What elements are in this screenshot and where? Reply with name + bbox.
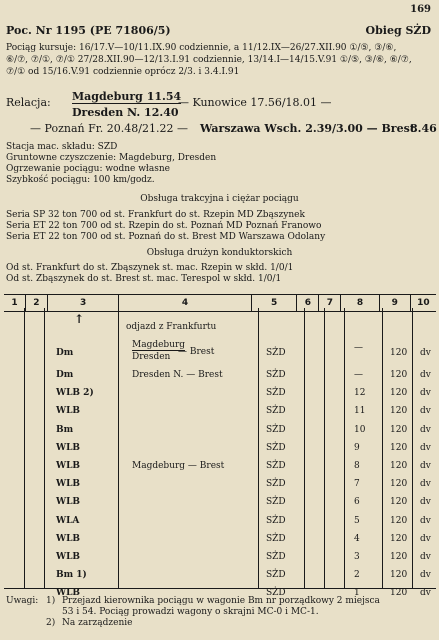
- railway-admin: SŻD: [266, 515, 286, 526]
- table-row: [4, 532, 436, 550]
- direction-arrow-icon: ↑: [74, 312, 85, 326]
- table-row: [4, 550, 436, 568]
- car-type: WLB: [56, 442, 81, 453]
- running-days-line-2: ⑥/⑦, ⑦/①, ⑦/① 27/28.XII.90—12/13.I.91 codziennie, 13/14.I—14/15.V.91 ①/⑤, ③/⑥, ⑥/⑦,: [6, 55, 412, 65]
- running-days-line-1: Pociąg kursuje: 16/17.V—10/11.IX.90 codziennie, a 11/12.IX—26/27.XII.90 ①/⑤, ③/⑥,: [6, 43, 397, 53]
- table-row: [4, 459, 436, 477]
- col-header-6: 6: [297, 295, 319, 312]
- col-header-10: 10: [410, 295, 436, 312]
- seats: 120: [390, 552, 408, 562]
- seats: 120: [390, 588, 408, 599]
- car-order-number: 1: [354, 588, 360, 599]
- relation-part-2b: Warszawa Wsch. 2.39/3.00 — Brest: [200, 122, 415, 135]
- note-1-number: 1): [46, 596, 56, 606]
- seats: 120: [390, 388, 408, 399]
- table-row: [4, 404, 436, 422]
- traction-line-3: Seria ET 22 ton 700 od st. Poznań do st. Brest MD Warszawa Odolany: [6, 232, 326, 242]
- relation: Dresden N. — Brest: [132, 370, 223, 380]
- remarks: dv: [420, 370, 431, 380]
- running-days-line-3: ⑦/① od 15/16.V.91 codziennie oprócz 2/3. i 3.4.I.91: [6, 67, 240, 77]
- remarks: dv: [420, 570, 431, 581]
- car-type: Bm 1): [56, 570, 87, 581]
- table-row: [4, 368, 436, 386]
- info-ogrzewanie: Ogrzewanie pociągu: wodne własne: [6, 164, 170, 174]
- car-type: WLB: [56, 497, 81, 508]
- conductor-line-1: Od st. Frankfurt do st. Zbąszynek st. mac. Rzepin w skłd. 1/0/1: [6, 263, 294, 273]
- table-row: [4, 514, 436, 532]
- table-row: [4, 568, 436, 586]
- note-1-line-1: Przejazd kierownika pociągu w wagonie Bm nr porządkowy 2 miejsca: [62, 596, 380, 606]
- railway-admin: SŻD: [266, 479, 286, 490]
- car-order-number: 5: [354, 515, 360, 526]
- relation-bottom: Dresden: [132, 352, 171, 362]
- car-order-number: 12: [354, 388, 366, 399]
- railway-admin: SŻD: [266, 552, 286, 562]
- car-order-number: 4: [354, 533, 360, 544]
- car-type: WLB: [56, 588, 81, 599]
- railway-admin: SŻD: [266, 533, 286, 544]
- railway-admin: SŻD: [266, 497, 286, 508]
- relation-origin-top: Magdeburg 11.54: [72, 90, 182, 103]
- note-1-line-2: 53 i 54. Pociąg prowadzi wagony o skrajni MC-0 i MC-1.: [62, 607, 319, 617]
- page-number: 169: [410, 4, 431, 15]
- car-order-number: 6: [354, 497, 360, 508]
- traction-line-1: Seria SP 32 ton 700 od st. Frankfurt do st. Rzepin MD Zbąszynek: [6, 210, 305, 220]
- remarks: dv: [420, 461, 431, 471]
- car-order-number: 10: [354, 424, 366, 435]
- remarks: dv: [420, 424, 431, 435]
- notes-label: Uwagi:: [6, 596, 39, 606]
- table-row: [4, 340, 436, 368]
- railway-admin: SŻD: [266, 370, 286, 380]
- car-type: WLB: [56, 533, 81, 544]
- info-szybkosc: Szybkość pociągu: 100 km/godz.: [6, 175, 155, 185]
- car-order-number: 8: [354, 461, 360, 471]
- relation-top: Magdeburg: [132, 340, 186, 350]
- col-header-1: 1: [4, 295, 25, 312]
- seats: 120: [390, 533, 408, 544]
- service-label: Obieg SŻD: [365, 24, 431, 37]
- railway-admin: SŻD: [266, 388, 286, 399]
- railway-admin: SŻD: [266, 461, 286, 471]
- remarks: dv: [420, 588, 431, 599]
- car-order-number: 11: [354, 406, 366, 417]
- col-header-5: 5: [251, 295, 297, 312]
- note-2-number: 2): [46, 618, 56, 628]
- remarks: dv: [420, 515, 431, 526]
- car-type: Dm: [56, 348, 74, 358]
- car-type: WLB: [56, 406, 81, 417]
- relation-origin-bottom: Dresden N. 12.40: [72, 106, 179, 119]
- traction-title: Obsługa trakcyjna i ciężar pociągu: [140, 194, 299, 204]
- relation: Magdeburg — Brest: [132, 461, 225, 471]
- car-type: WLB: [56, 461, 81, 471]
- relation-part-1: — Kunowice 17.56/18.01 —: [178, 96, 332, 109]
- col-header-8: 8: [341, 295, 379, 312]
- train-number: Poc. Nr 1195 (PE 71806/5): [6, 24, 171, 37]
- note-2-text: Na zarządzenie: [62, 618, 133, 628]
- railway-admin: SŻD: [266, 424, 286, 435]
- car-order-number: 3: [354, 552, 360, 562]
- col-header-9: 9: [379, 295, 410, 312]
- col-header-7: 7: [319, 295, 341, 312]
- car-order-number: 7: [354, 479, 360, 490]
- car-type: Bm: [56, 424, 74, 435]
- info-stacja: Stacja mac. składu: SZD: [6, 142, 118, 152]
- car-order-number: —: [354, 343, 363, 353]
- railway-admin: SŻD: [266, 588, 286, 599]
- seats: 120: [390, 442, 408, 453]
- remarks: dv: [420, 552, 431, 562]
- car-order-number: —: [354, 370, 363, 380]
- car-type: WLB: [56, 479, 81, 490]
- railway-admin: SŻD: [266, 442, 286, 453]
- seats: 120: [390, 479, 408, 490]
- conductor-line-2: Od st. Zbąszynek do st. Brest st. mac. Terespol w skłd. 1/0/1: [6, 274, 282, 284]
- car-type: WLB: [56, 552, 81, 562]
- table-row: [4, 423, 436, 441]
- seats: 120: [390, 370, 408, 380]
- relation-part-2a: — Poznań Fr. 20.48/21.22 —: [30, 122, 188, 135]
- table-row: [4, 477, 436, 495]
- car-order-number: 9: [354, 442, 360, 453]
- remarks: dv: [420, 479, 431, 490]
- seats: 120: [390, 348, 408, 358]
- info-czyszczenie: Gruntowne czyszczenie: Magdeburg, Dresden: [6, 153, 217, 163]
- railway-admin: SŻD: [266, 348, 286, 358]
- table-row: [4, 495, 436, 513]
- seats: 120: [390, 424, 408, 435]
- traction-line-2: Seria ET 22 ton 700 od st. Rzepin do st. Poznań MD Poznań Franowo: [6, 221, 322, 231]
- remarks: dv: [420, 533, 431, 544]
- car-type: WLA: [56, 515, 80, 526]
- relation-arrival-time: 8.46: [410, 122, 437, 135]
- seats: 120: [390, 515, 408, 526]
- remarks: dv: [420, 406, 431, 417]
- relation-rest: — Brest: [178, 347, 215, 357]
- remarks: dv: [420, 388, 431, 399]
- remarks: dv: [420, 348, 431, 358]
- seats: 120: [390, 461, 408, 471]
- departure-note: odjazd z Frankfurtu: [126, 322, 217, 332]
- seats: 120: [390, 570, 408, 581]
- remarks: dv: [420, 497, 431, 508]
- col-header-3: 3: [47, 295, 119, 312]
- relation-label: Relacja:: [6, 96, 51, 109]
- car-type: Dm: [56, 370, 74, 380]
- seats: 120: [390, 406, 408, 417]
- seats: 120: [390, 497, 408, 508]
- conductor-title: Obsługa drużyn konduktorskich: [146, 248, 293, 258]
- composition-table-header: [4, 294, 436, 312]
- railway-admin: SŻD: [266, 570, 286, 581]
- remarks: dv: [420, 442, 431, 453]
- table-row: [4, 386, 436, 404]
- col-header-4: 4: [119, 295, 251, 312]
- car-type: WLB 2): [56, 388, 94, 399]
- table-row: [4, 441, 436, 459]
- car-order-number: 2: [354, 570, 360, 581]
- col-header-2: 2: [25, 295, 47, 312]
- railway-admin: SŻD: [266, 406, 286, 417]
